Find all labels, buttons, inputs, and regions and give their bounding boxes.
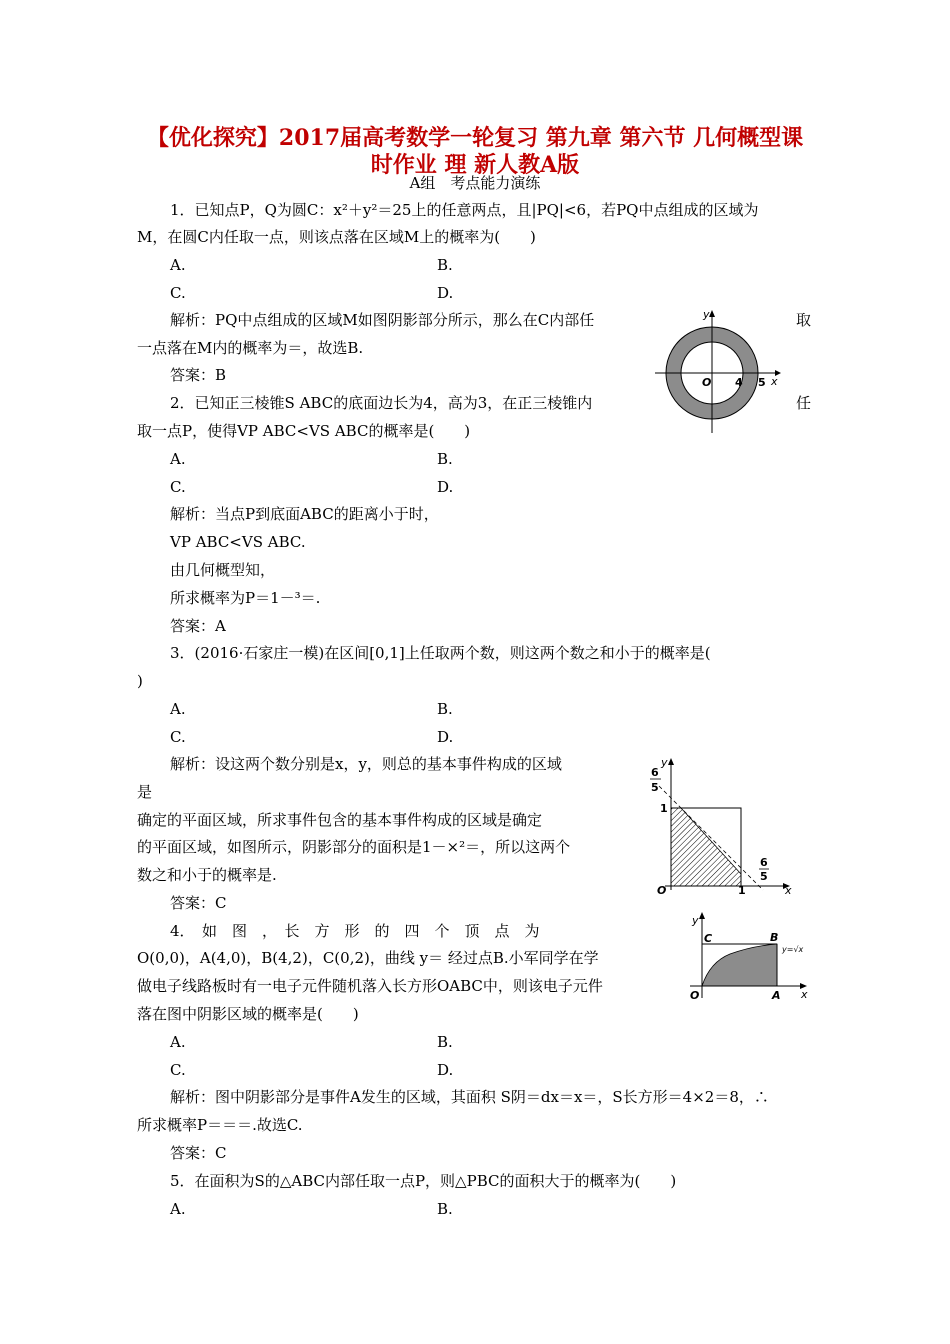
q3-option-c: C. — [170, 728, 186, 746]
q3-option-a: A. — [170, 700, 186, 718]
q2-solution-line-3: 由几何概型知， — [170, 561, 276, 579]
q2-stem-line-1-end: 任 — [796, 394, 812, 412]
q2-solution-line-1: 解析：当点P到底面ABC的距离小于时， — [170, 505, 439, 523]
q2-solution-line-2: VP ABC<VS ABC. — [170, 533, 306, 551]
q2-option-c: C. — [170, 478, 186, 496]
q2-answer: 答案：A — [170, 617, 226, 635]
rectangle-curve-figure — [680, 910, 810, 1005]
q3-stem-line-2: ) — [137, 672, 143, 690]
fig3-y-numerator: 6 — [651, 766, 659, 779]
q3-option-d: D. — [437, 728, 454, 746]
q1-option-a: A. — [170, 256, 186, 274]
q2-solution-line-4: 所求概率为P＝1－³＝. — [170, 589, 321, 607]
q1-stem-line-2: M，在圆C内任取一点，则该点落在区域M上的概率为( ) — [137, 228, 536, 246]
fig3-y-denominator: 5 — [651, 781, 659, 794]
q4-option-a: A. — [170, 1033, 186, 1051]
fig1-origin-label: O — [702, 376, 712, 389]
q4-stem-line-3: 做电子线路板时有一电子元件随机落入长方形OABC中，则该电子元件 — [137, 977, 603, 995]
q1-solution-line-1-end: 取 — [796, 311, 812, 329]
q3-stem-line-1: 3．(2016·石家庄一模)在区间[0,1]上任取两个数，则这两个数之和小于的概率是( — [170, 644, 711, 662]
unit-square-figure — [645, 756, 795, 896]
q2-stem-line-1: 2．已知正三棱锥S ABC的底面边长为4，高为3，在正三棱锥内 — [170, 394, 593, 412]
q3-solution-line-1: 解析：设这两个数分别是x，y，则总的基本事件构成的区域 — [170, 755, 562, 773]
q4-answer: 答案：C — [170, 1144, 227, 1162]
q1-solution-line-2: 一点落在M内的概率为＝，故选B. — [137, 339, 364, 357]
q3-solution-line-3: 确定的平面区域，所求事件包含的基本事件构成的区域是确定 — [137, 811, 543, 829]
q2-option-b: B. — [437, 450, 453, 468]
section-heading: A组 考点能力演练 — [409, 174, 541, 192]
q2-option-d: D. — [437, 478, 454, 496]
fig1-tick-5: 5 — [758, 376, 766, 389]
q1-option-c: C. — [170, 284, 186, 302]
q4-solution-line-2: 所求概率P＝＝＝.故选C. — [137, 1116, 303, 1134]
fig3-y-axis-label: y — [661, 756, 668, 769]
fig1-x-axis-label: x — [771, 375, 778, 388]
fig4-point-a-label: A — [772, 989, 781, 1002]
q3-option-b: B. — [437, 700, 453, 718]
q3-solution-line-2: 是 — [137, 783, 153, 801]
q3-answer: 答案：C — [170, 894, 227, 912]
q4-stem-line-2: O(0,0)，A(4,0)，B(4,2)，C(0,2)，曲线 y＝ 经过点B.小军同学在学 — [137, 949, 599, 967]
fig3-origin-label: O — [657, 884, 667, 896]
q1-stem-line-1: 1．已知点P，Q为圆C：x²＋y²＝25上的任意两点，且|PQ|<6，若PQ中点组成的区域为 — [170, 201, 759, 219]
fig3-x-denominator: 5 — [760, 870, 768, 883]
q1-answer: 答案：B — [170, 366, 227, 384]
fig4-x-axis-label: x — [801, 988, 808, 1001]
fig4-y-axis-label: y — [692, 914, 699, 927]
q3-solution-line-5: 数之和小于的概率是. — [137, 866, 277, 884]
annulus-figure — [655, 305, 785, 433]
q1-option-b: B. — [437, 256, 453, 274]
q4-option-d: D. — [437, 1061, 454, 1079]
fig4-curve-label: y=√x — [782, 945, 804, 954]
q1-option-d: D. — [437, 284, 454, 302]
fig4-point-b-label: B — [770, 931, 779, 944]
fig1-tick-4: 4 — [735, 376, 743, 389]
q3-solution-line-4: 的平面区域，如图所示，阴影部分的面积是1－×²＝，所以这两个 — [137, 838, 571, 856]
q4-stem-line-4: 落在图中阴影区域的概率是( ) — [137, 1005, 359, 1023]
q2-option-a: A. — [170, 450, 186, 468]
q5-option-a: A. — [170, 1200, 186, 1218]
q1-solution-line-1: 解析：PQ中点组成的区域M如图阴影部分所示，那么在C内部任 — [170, 311, 595, 329]
q5-option-b: B. — [437, 1200, 453, 1218]
q4-stem-line-1: 4． 如 图 ， 长 方 形 的 四 个 顶 点 为 — [170, 922, 540, 940]
fig3-y-tick-1: 1 — [660, 802, 668, 815]
fig3-x-tick-1: 1 — [738, 884, 746, 896]
fig4-origin-label: O — [690, 989, 700, 1002]
fig3-x-numerator: 6 — [760, 856, 768, 869]
q4-solution-line-1: 解析：图中阴影部分是事件A发生的区域，其面积 S阴＝dx＝x＝，S长方形＝4×2＝8，∴ — [170, 1088, 769, 1106]
fig4-point-c-label: C — [704, 932, 713, 945]
q4-option-b: B. — [437, 1033, 453, 1051]
q5-stem-line-1: 5．在面积为S的△ABC内部任取一点P，则△PBC的面积大于的概率为( ) — [170, 1172, 677, 1190]
q4-option-c: C. — [170, 1061, 186, 1079]
q2-stem-line-2: 取一点P，使得VP ABC<VS ABC的概率是( ) — [137, 422, 471, 440]
fig3-x-axis-label: x — [785, 884, 792, 896]
document-title-line-1: 【优化探究】2017届高考数学一轮复习 第九章 第六节 几何概型课 — [146, 125, 804, 151]
document-title-line-2: 时作业 理 新人教A版 — [370, 152, 580, 178]
fig1-y-axis-label: y — [703, 308, 710, 321]
